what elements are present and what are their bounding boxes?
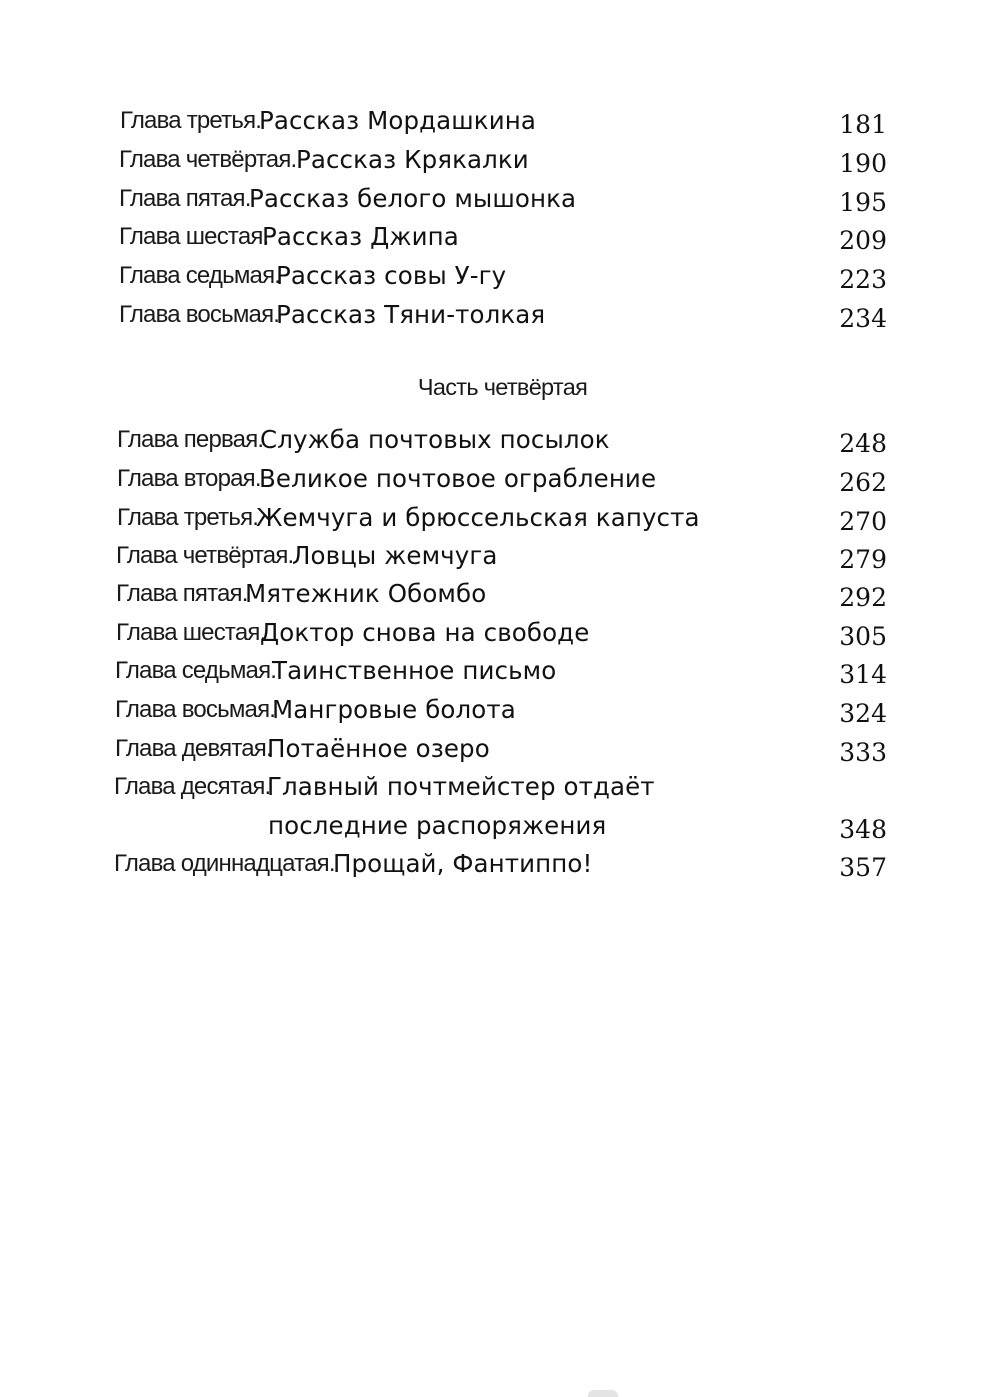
chapter-title: Рассказ Крякалки (296, 145, 529, 174)
chapter-label: Глава девятая. (115, 735, 272, 762)
page-edge-shadow (588, 1390, 618, 1397)
page-number: 262 (839, 468, 887, 497)
chapter-title: Рассказ белого мышонка (249, 184, 577, 213)
chapter-title: Ловцы жемчуга (292, 541, 498, 570)
chapter-title: Рассказ Джипа (262, 222, 459, 251)
page-number: 357 (839, 853, 887, 882)
toc-entry (0, 181, 1000, 219)
toc-entry (0, 692, 1000, 730)
chapter-label: Глава третья. (120, 107, 262, 134)
page-number: 248 (839, 429, 887, 458)
page-number: 324 (839, 699, 887, 728)
page-number: 270 (839, 507, 887, 536)
page-number: 333 (839, 738, 887, 767)
page-number: 195 (839, 188, 887, 217)
chapter-label: Глава седьмая. (115, 657, 277, 684)
chapter-label: Глава третья. (117, 504, 259, 531)
page-number: 348 (839, 815, 887, 844)
toc-entry (0, 615, 1000, 653)
chapter-label: Глава четвёртая. (119, 146, 297, 173)
chapter-title: Прощай, Фантиппо! (333, 849, 593, 878)
chapter-label: Глава шестая. (119, 223, 269, 250)
chapter-title: Мангровые болота (272, 695, 516, 724)
chapter-label: Глава четвёртая. (116, 542, 294, 569)
page-number: 234 (839, 304, 887, 333)
toc-entry (0, 653, 1000, 691)
toc-entry (0, 769, 1000, 807)
toc-entry (0, 103, 1000, 141)
chapter-title: Главный почтмейстер отдаёт (267, 772, 655, 801)
page-number: 181 (839, 110, 887, 139)
chapter-label: Глава восьмая. (119, 301, 280, 328)
toc-entry (0, 731, 1000, 769)
part-heading: Часть четвёртая (417, 374, 588, 400)
chapter-title: Доктор снова на свободе (260, 618, 590, 647)
page-number: 305 (839, 622, 887, 651)
chapter-label: Глава восьмая. (115, 696, 276, 723)
chapter-label: Глава шестая. (116, 619, 266, 646)
chapter-title: последние распоряжения (268, 811, 607, 840)
chapter-title: Рассказ совы У-гу (276, 261, 507, 290)
toc-entry (0, 576, 1000, 614)
chapter-title: Потаённое озеро (267, 734, 490, 763)
chapter-label: Глава одиннадцатая. (114, 850, 335, 877)
chapter-title: Таинственное письмо (272, 656, 557, 685)
chapter-label: Глава пятая. (119, 185, 251, 212)
chapter-title: Рассказ Тяни-толкая (276, 300, 546, 329)
toc-entry (0, 846, 1000, 884)
chapter-title: Служба почтовых посылок (260, 425, 610, 454)
toc-entry (0, 142, 1000, 180)
toc-entry (0, 297, 1000, 335)
page-number: 292 (839, 583, 887, 612)
chapter-label: Глава первая. (117, 426, 264, 453)
chapter-label: Глава седьмая. (119, 262, 281, 289)
page-number: 209 (839, 226, 887, 255)
page-number: 279 (839, 545, 887, 574)
page-number: 314 (839, 660, 887, 689)
toc-entry (0, 219, 1000, 257)
chapter-title: Рассказ Мордашкина (259, 106, 536, 135)
toc-entry (0, 538, 1000, 576)
chapter-label: Глава пятая. (116, 580, 248, 607)
toc-entry (0, 422, 1000, 460)
toc-entry-continuation (0, 808, 1000, 846)
chapter-title: Великое почтовое ограбление (259, 464, 657, 493)
page-number: 190 (839, 149, 887, 178)
toc-entry (0, 258, 1000, 296)
page-number: 223 (839, 265, 887, 294)
chapter-title: Мятежник Обомбо (245, 579, 487, 608)
chapter-label: Глава десятая. (114, 773, 271, 800)
chapter-title: Жемчуга и брюссельская капуста (256, 503, 700, 532)
toc-entry (0, 461, 1000, 499)
chapter-label: Глава вторая. (117, 465, 261, 492)
toc-entry (0, 500, 1000, 538)
